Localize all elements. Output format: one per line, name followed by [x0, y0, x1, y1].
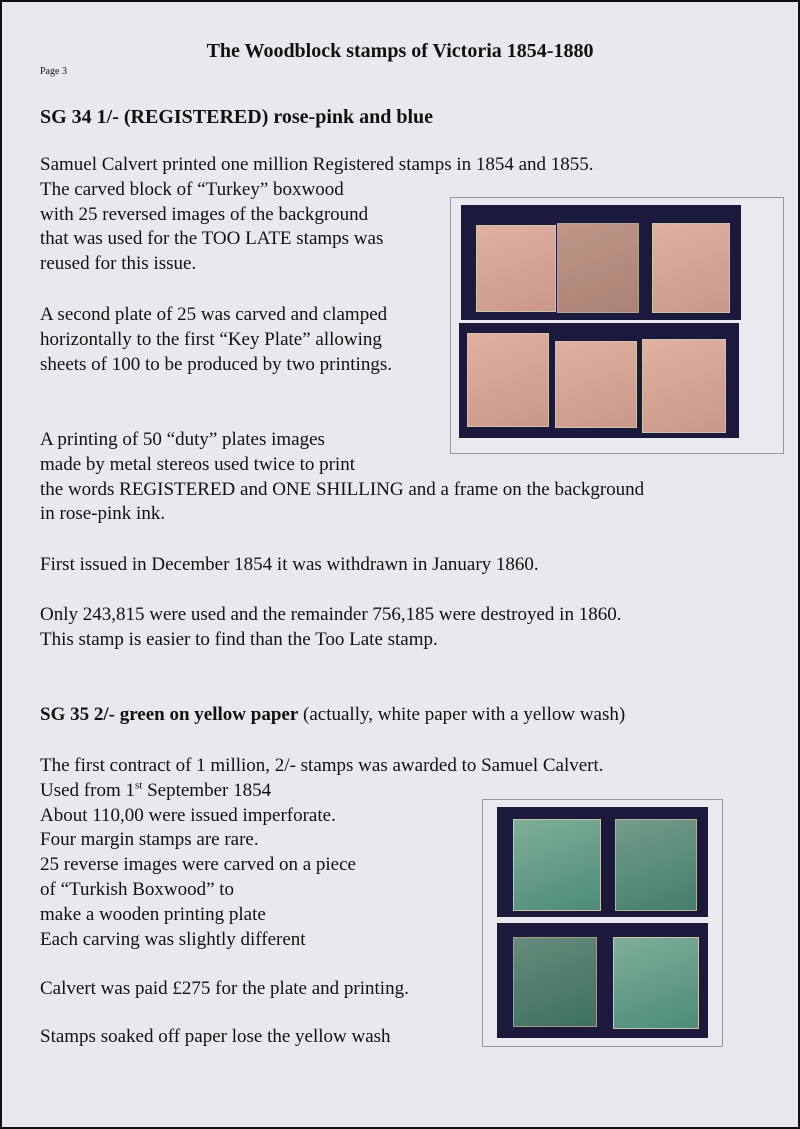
- stamp-panel: [497, 807, 708, 917]
- text-line: About 110,00 were issued imperforate.: [40, 804, 336, 826]
- stamp: [513, 937, 597, 1027]
- stamp-image-two-shilling: [482, 799, 723, 1047]
- text-line: The first contract of 1 million, 2/- stamps was awarded to Samuel Calvert.: [40, 755, 604, 776]
- stamp-panel: [461, 205, 741, 320]
- paragraph: Calvert was paid £275 for the plate and printing.: [40, 978, 409, 999]
- stamp: [613, 937, 699, 1029]
- text-line: A second plate of 25 was carved and clamped: [40, 304, 388, 325]
- text-line: that was used for the TOO LATE stamps was: [40, 228, 384, 250]
- stamp-image-registered: [450, 197, 784, 454]
- text-line: with 25 reversed images of the background: [40, 203, 369, 225]
- text-line: make a wooden printing plate: [40, 903, 266, 925]
- text-line: the words REGISTERED and ONE SHILLING and a frame on the background: [40, 478, 645, 500]
- page-title: The Woodblock stamps of Victoria 1854-1880: [206, 40, 594, 62]
- text: Used from 1: [40, 779, 135, 801]
- paragraph: [40, 603, 621, 653]
- text-line: Each carving was slightly different: [40, 928, 306, 950]
- stamp-panel: [497, 923, 708, 1038]
- superscript: st: [134, 779, 143, 792]
- stamp-panel: [459, 323, 739, 438]
- heading-bold: SG 35 2/- green on yellow paper: [40, 704, 299, 725]
- text-line: reused for this issue.: [40, 253, 197, 275]
- text-line: A printing of 50 “duty” plates images: [40, 429, 325, 450]
- stamp: [557, 223, 639, 313]
- stamp: [642, 339, 726, 433]
- section-heading-sg35: [40, 704, 625, 726]
- text-line: This stamp is easier to find than the Too Late stamp.: [40, 628, 438, 650]
- stamp: [652, 223, 730, 313]
- text-line: of “Turkish Boxwood” to: [40, 878, 235, 900]
- heading-note: (actually, white paper with a yellow wash): [298, 704, 626, 725]
- section-heading-sg34: SG 34 1/- (REGISTERED) rose-pink and blue: [40, 106, 434, 128]
- text-line: horizontally to the first “Key Plate” allowing: [40, 328, 382, 350]
- paragraph: [40, 303, 392, 377]
- stamp: [476, 225, 556, 312]
- text-line: The carved block of “Turkey” boxwood: [40, 178, 344, 200]
- stamp: [615, 819, 697, 911]
- text-line: Four margin stamps are rare.: [40, 829, 259, 851]
- text-line: sheets of 100 to be produced by two printings.: [40, 353, 392, 375]
- text-line: in rose-pink ink.: [40, 503, 166, 525]
- page-number: Page 3: [40, 66, 67, 77]
- text: September 1854: [142, 779, 272, 801]
- text-line: Samuel Calvert printed one million Registered stamps in 1854 and 1855.: [40, 154, 594, 175]
- stamp: [555, 341, 637, 428]
- text-line: 25 reverse images were carved on a piece: [40, 854, 356, 876]
- stamp: [467, 333, 549, 427]
- stamp: [513, 819, 601, 911]
- text-line: made by metal stereos used twice to print: [40, 453, 355, 475]
- text-line: Only 243,815 were used and the remainder 756,185 were destroyed in 1860.: [40, 604, 622, 625]
- paragraph: First issued in December 1854 it was withdrawn in January 1860.: [40, 554, 539, 575]
- paragraph: Stamps soaked off paper lose the yellow wash: [40, 1026, 391, 1047]
